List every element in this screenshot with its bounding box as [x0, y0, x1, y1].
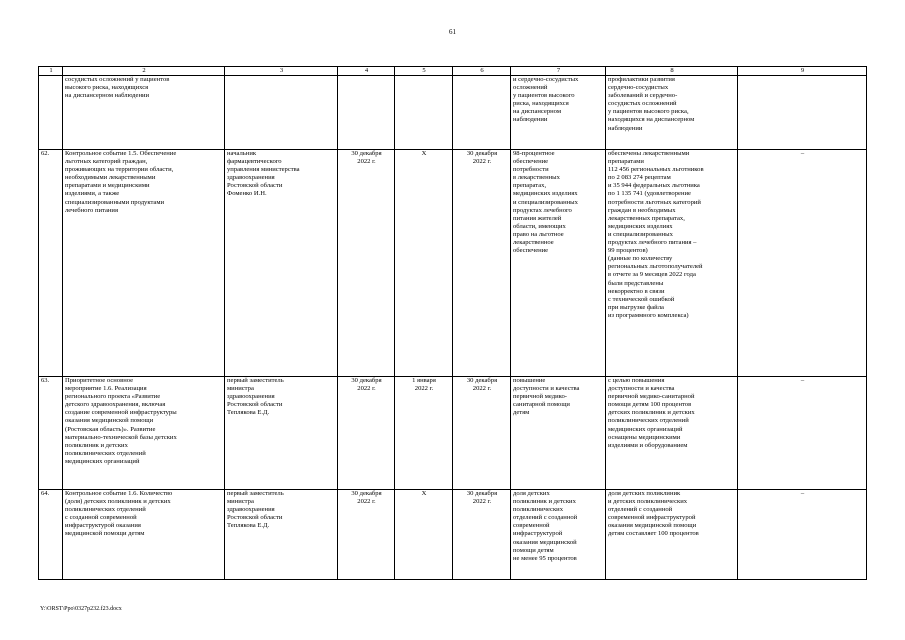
responsible-cell: [225, 76, 338, 150]
row-number-cell: 64.: [39, 490, 63, 580]
event-cell: Контрольное событие 1.5. Обеспечение льготных категорий граждан, проживающих на территории области, необходимыми лекарственными препаратами и медицинскими изделиями, а также специализированными продуктами лечебного питания: [63, 150, 225, 377]
achieved-result-cell: с целью повышения доступности и качества первичной медико-санитарной помощи детям 100 процентов детских поликлиник и детских поликлинических отделений медицинских организаций оснащены медицинскими изделиями и оборудованием: [606, 377, 738, 490]
column-header: 8: [606, 67, 738, 76]
column-header: 4: [338, 67, 395, 76]
expected-result-cell: доля детских поликлиник и детских поликлинических отделений с созданной современной инфраструктурой оказания медицинской помощи детям не менее 95 процентов: [511, 490, 606, 580]
column-header: 1: [39, 67, 63, 76]
expected-result-cell: 98-процентное обеспечение потребности в лекарственных препаратах, медицинских изделиях и специализированных продуктах лечебного питания жителей области, имеющих право на льготное лекарственное обеспечение: [511, 150, 606, 377]
column-header: 6: [453, 67, 511, 76]
table-row: [39, 150, 867, 377]
column-header: 2: [63, 67, 225, 76]
note-cell: –: [738, 150, 867, 377]
table-row: [39, 76, 867, 150]
start-date-cell: [338, 76, 395, 150]
fact-date-cell: 30 декабря 2022 г.: [453, 490, 511, 580]
plan-date-cell: Х: [395, 490, 453, 580]
responsible-cell: первый заместитель министра здравоохранения Ростовской области Теплякова Е.Д.: [225, 490, 338, 580]
achieved-result-cell: доля детских поликлиник и детских поликлинических отделений с созданной современной инфраструктурой оказания медицинской помощи детям составляет 100 процентов: [606, 490, 738, 580]
table-row: [39, 490, 867, 580]
note-cell: [738, 76, 867, 150]
note-cell: –: [738, 377, 867, 490]
fact-date-cell: [453, 76, 511, 150]
expected-result-cell: и сердечно-сосудистых осложнений у пациентов высокого риска, находящихся на диспансерном наблюдении: [511, 76, 606, 150]
footer-file-path: Y:\ORST\Ppo\0327p232.f23.docx: [40, 606, 122, 612]
event-cell: сосудистых осложнений у пациентов высокого риска, находящихся на диспансерном наблюдении: [63, 76, 225, 150]
achieved-result-cell: обеспечены лекарственными препаратами 112 456 региональных льготников по 2 083 274 рецептам и 35 944 федеральных льготника по 1 135 741 (удовлетворение потребности льготных категорий граждан в необходимых лекарственных препаратах, медицинских изделиях и специализированных продуктах лечебного питания – 99 процентов) (данные по количеству региональных льготополучателей в отчете за 9 месяцев 2022 года были представлены некорректно в связи с технической ошибкой при выгрузке файла из программного комплекса): [606, 150, 738, 377]
fact-date-cell: 30 декабря 2022 г.: [453, 377, 511, 490]
plan-date-cell: 1 января 2022 г.: [395, 377, 453, 490]
start-date-cell: 30 декабря 2022 г.: [338, 150, 395, 377]
responsible-cell: первый заместитель министра здравоохранения Ростовской области Теплякова Е.Д.: [225, 377, 338, 490]
event-cell: Контрольное событие 1.6. Количество (доля) детских поликлиник и детских поликлинических отделений с созданной современной инфраструктурой оказания медицинской помощи детям: [63, 490, 225, 580]
column-header: 7: [511, 67, 606, 76]
column-header: 9: [738, 67, 867, 76]
row-number-cell: [39, 76, 63, 150]
achieved-result-cell: профилактики развития сердечно-сосудистых заболеваний и сердечно- сосудистых осложнений у пациентов высокого риска, находящихся на диспансерном наблюдении: [606, 76, 738, 150]
page-number: 61: [449, 28, 456, 36]
event-cell: Приоритетное основное мероприятие 1.6. Реализация регионального проекта «Развитие детского здравоохранения, включая создание современной инфраструктуры оказания медицинской помощи (Ростовская область)». Развитие материально-технической базы детских поликлиник и детских поликлинических отделений медицинских организаций: [63, 377, 225, 490]
report-table: [38, 66, 867, 580]
table-row: [39, 377, 867, 490]
start-date-cell: 30 декабря 2022 г.: [338, 377, 395, 490]
column-header: 3: [225, 67, 338, 76]
row-number-cell: 62.: [39, 150, 63, 377]
responsible-cell: начальник фармацевтического управления министерства здравоохранения Ростовской области Фоменко И.Н.: [225, 150, 338, 377]
fact-date-cell: 30 декабря 2022 г.: [453, 150, 511, 377]
note-cell: –: [738, 490, 867, 580]
table-header-row: [39, 67, 867, 76]
start-date-cell: 30 декабря 2022 г.: [338, 490, 395, 580]
plan-date-cell: [395, 76, 453, 150]
expected-result-cell: повышение доступности и качества первичной медико- санитарной помощи детям: [511, 377, 606, 490]
row-number-cell: 63.: [39, 377, 63, 490]
column-header: 5: [395, 67, 453, 76]
plan-date-cell: Х: [395, 150, 453, 377]
